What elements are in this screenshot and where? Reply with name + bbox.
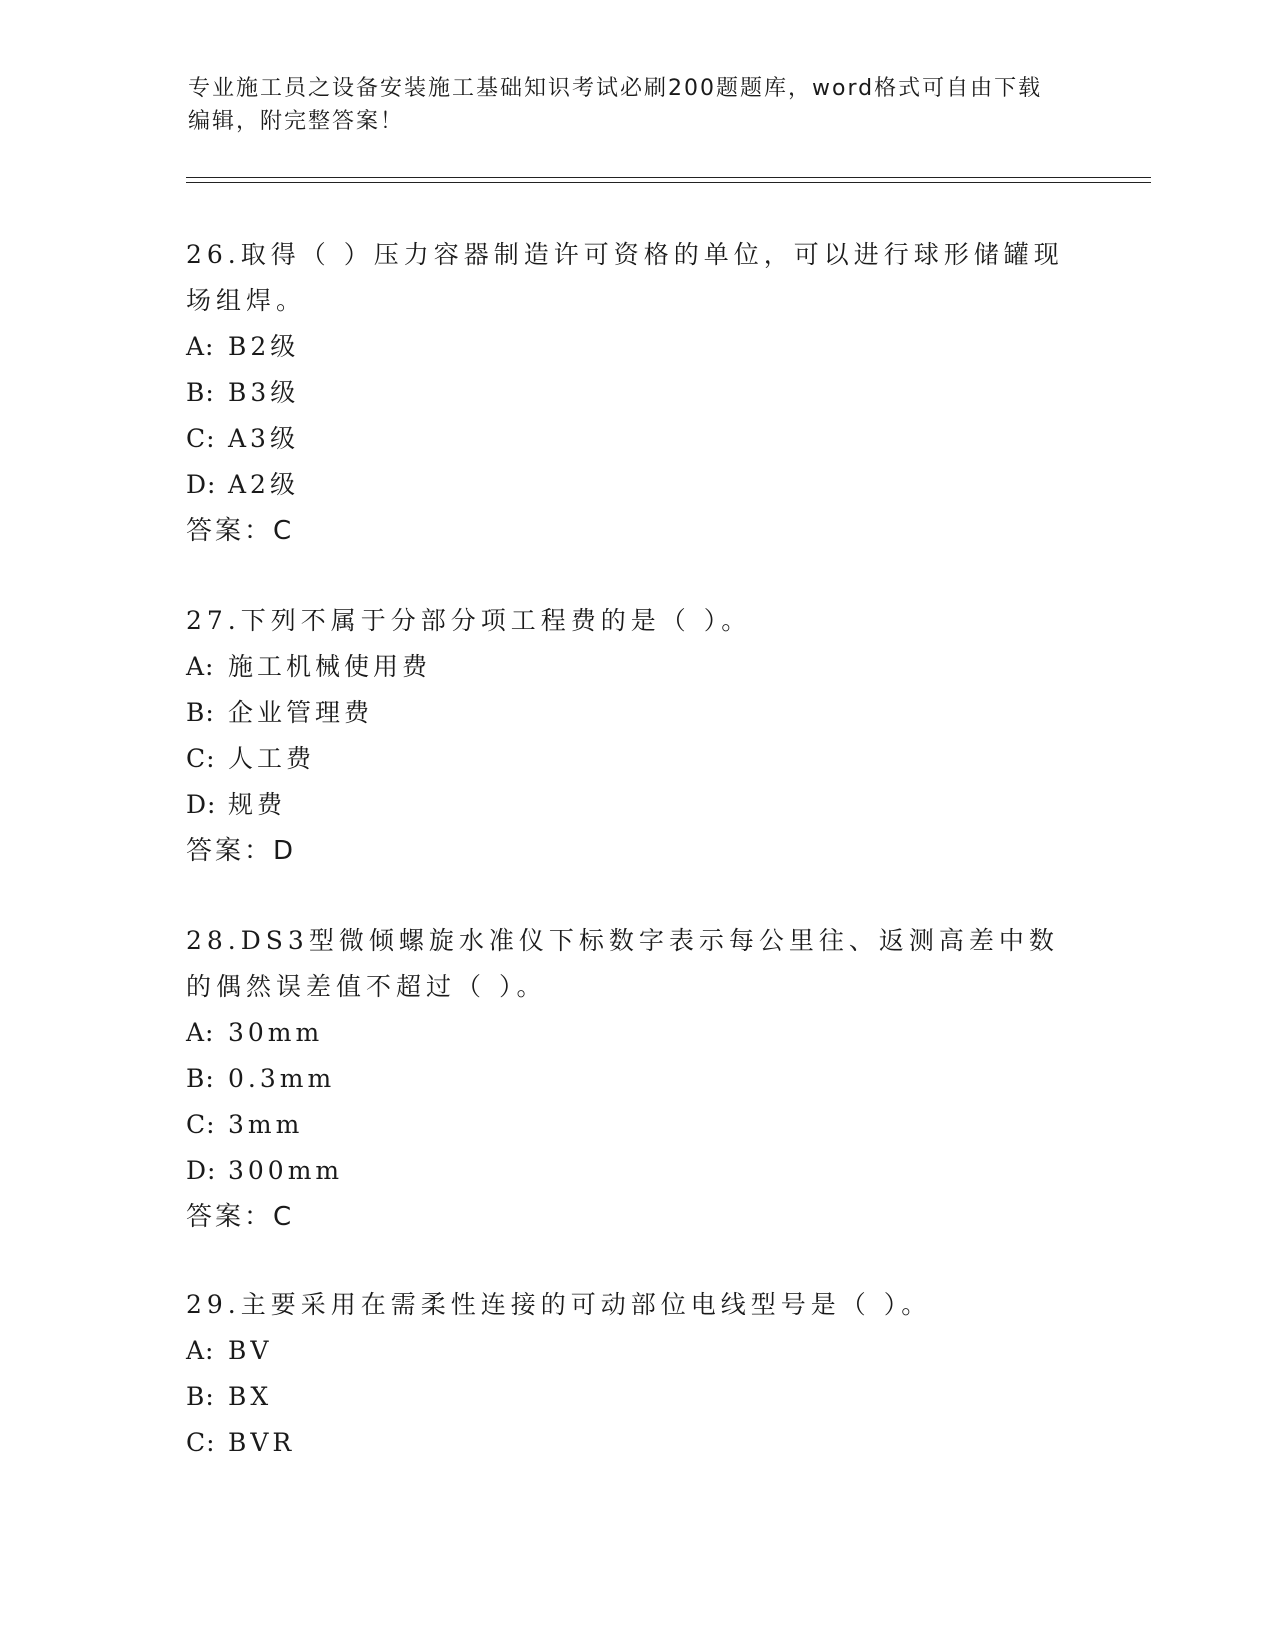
option-key: B: xyxy=(186,1064,215,1093)
option-value: 3mm xyxy=(228,1110,304,1139)
option-d xyxy=(186,462,1066,508)
answer-text: 答案：D xyxy=(186,836,297,866)
option-key: D: xyxy=(186,470,217,499)
question-29 xyxy=(186,1282,1066,1466)
question-text: 29.主要采用在需柔性连接的可动部位电线型号是（ ）。 xyxy=(186,1290,932,1319)
answer-text: 答案：C xyxy=(186,516,295,546)
option-value: BVR xyxy=(228,1428,296,1457)
question-text: 26.取得（ ）压力容器制造许可资格的单位，可以进行球形储罐现场组焊。 xyxy=(186,240,1064,315)
option-value: A2级 xyxy=(228,470,299,499)
option-key: A: xyxy=(186,1336,215,1365)
option-value: 施工机械使用费 xyxy=(228,652,432,681)
option-value: 企业管理费 xyxy=(228,698,374,727)
option-key: C: xyxy=(186,1110,216,1139)
option-key: A: xyxy=(186,652,215,681)
option-d xyxy=(186,782,1066,828)
option-value: B2级 xyxy=(228,332,300,361)
option-b xyxy=(186,1374,1066,1420)
question-28 xyxy=(186,918,1066,1240)
option-a xyxy=(186,644,1066,690)
option-key: D: xyxy=(186,1156,217,1185)
option-b xyxy=(186,690,1066,736)
option-value: B3级 xyxy=(228,378,300,407)
option-a xyxy=(186,1010,1066,1056)
option-key: D: xyxy=(186,790,217,819)
option-key: C: xyxy=(186,744,216,773)
option-key: A: xyxy=(186,332,215,361)
option-value: 0.3mm xyxy=(228,1064,336,1093)
option-value: BV xyxy=(228,1336,273,1365)
header-title-line-2: 编辑，附完整答案！ xyxy=(188,109,405,134)
option-value: BX xyxy=(228,1382,273,1411)
question-26 xyxy=(186,232,1066,554)
option-value: 人工费 xyxy=(228,744,316,773)
option-key: B: xyxy=(186,698,215,727)
document-header xyxy=(188,72,1068,138)
option-key: B: xyxy=(186,378,215,407)
header-divider-bottom xyxy=(186,182,1151,183)
option-b xyxy=(186,370,1066,416)
option-value: 30mm xyxy=(228,1018,324,1047)
option-key: C: xyxy=(186,1428,216,1457)
option-c xyxy=(186,1102,1066,1148)
option-value: 300mm xyxy=(228,1156,344,1185)
question-text: 28.DS3型微倾螺旋水准仪下标数字表示每公里往、返测高差中数的偶然误差值不超过（ ）。 xyxy=(186,926,1059,1001)
option-d xyxy=(186,1148,1066,1194)
option-c xyxy=(186,736,1066,782)
option-c xyxy=(186,416,1066,462)
option-a xyxy=(186,324,1066,370)
header-divider-top xyxy=(186,177,1151,178)
option-b xyxy=(186,1056,1066,1102)
option-a xyxy=(186,1328,1066,1374)
option-key: B: xyxy=(186,1382,215,1411)
question-text: 27.下列不属于分部分项工程费的是（ ）。 xyxy=(186,606,752,635)
option-value: 规费 xyxy=(228,790,287,819)
option-key: A: xyxy=(186,1018,215,1047)
option-value: A3级 xyxy=(228,424,299,453)
option-key: C: xyxy=(186,424,216,453)
question-27 xyxy=(186,598,1066,874)
answer-text: 答案：C xyxy=(186,1202,295,1232)
header-title-line-1: 专业施工员之设备安装施工基础知识考试必刷200题题库，word格式可自由下载 xyxy=(188,76,1043,101)
option-c xyxy=(186,1420,1066,1466)
